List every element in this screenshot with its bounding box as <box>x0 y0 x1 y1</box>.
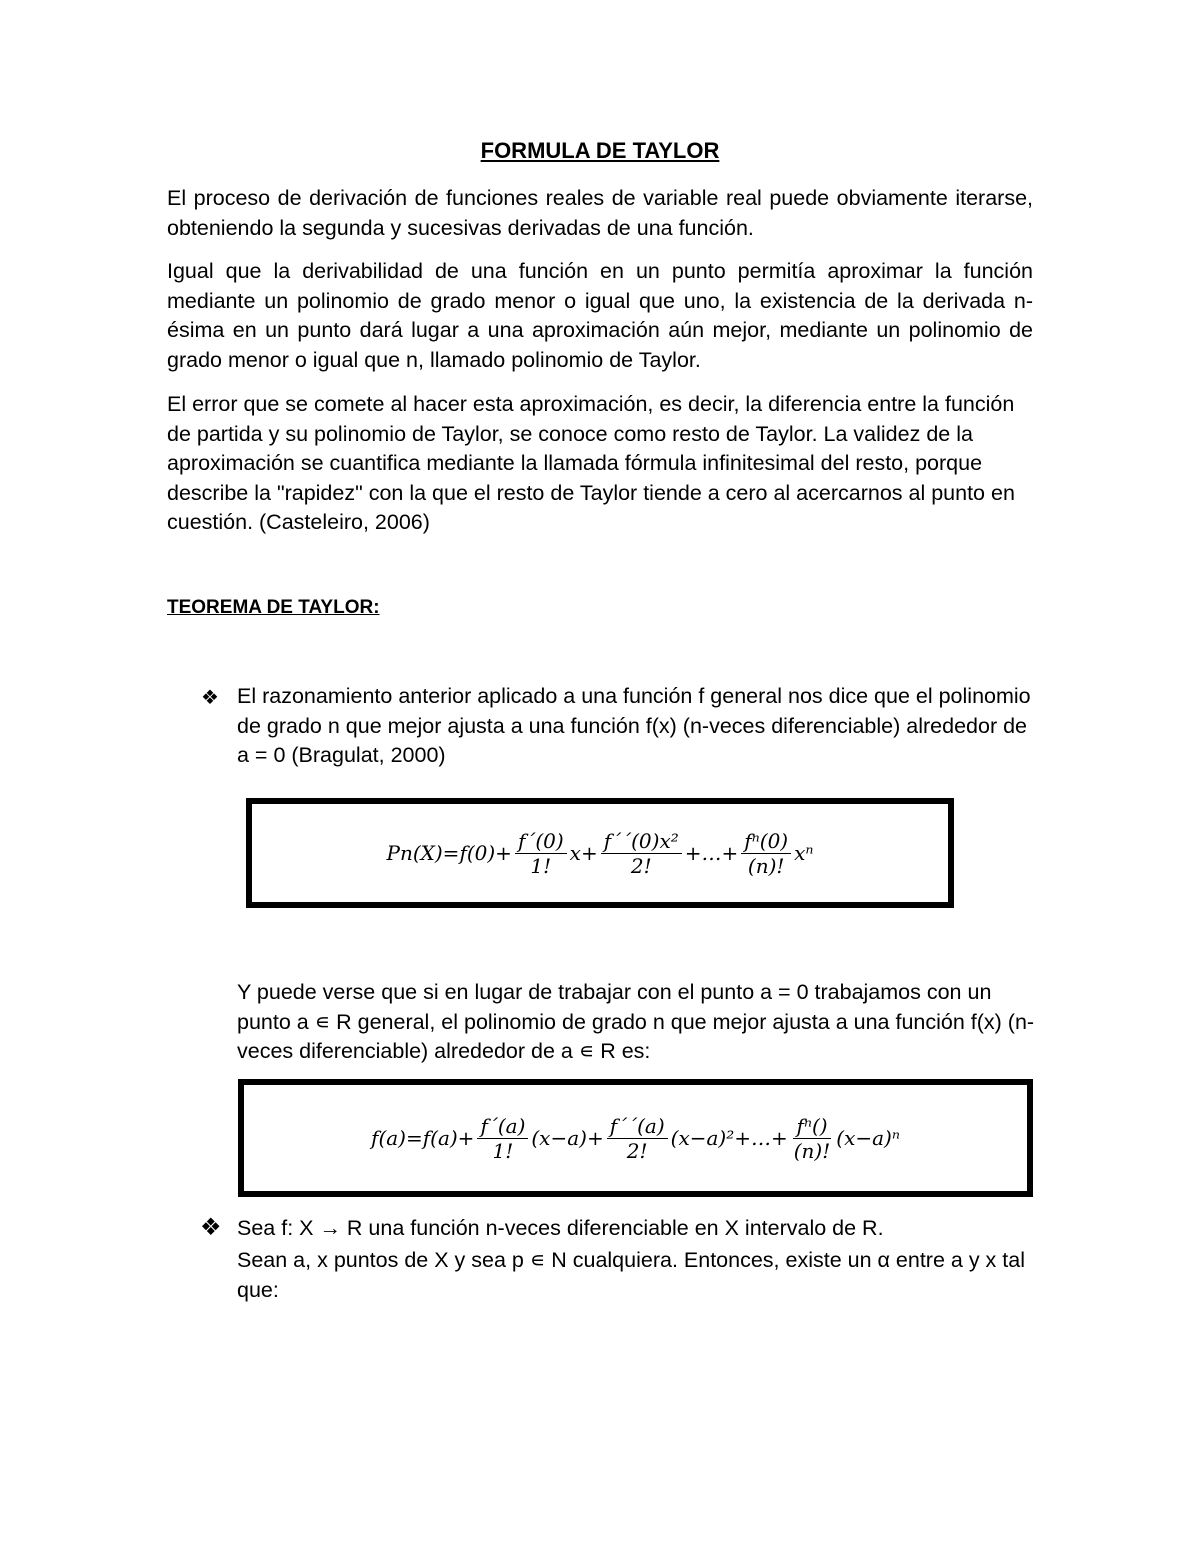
formula-box-2 <box>238 1079 1033 1197</box>
formula-box-1 <box>246 798 954 908</box>
paragraph-error: El error que se comete al hacer esta aproximación, es decir, la diferencia entre la función de partida y su polinomio de Taylor, se conoce como resto de Taylor. La validez de la aproximación se cuantifica mediante la llamada fórmula infinitesimal del resto, porque describe la "rapidez" con la que el resto de Taylor tiende a cero al acercarnos al punto en cuestión. (Casteleiro, 2006) <box>167 392 1015 534</box>
formula-2-ellipsis: (x−a)²+…+ <box>670 1126 788 1150</box>
formula-1-ellipsis: +…+ <box>684 841 739 865</box>
taylor-formula-at-a <box>370 1115 901 1162</box>
theorem-heading: TEOREMA DE TAYLOR: <box>167 597 380 618</box>
formula-1-term-1 <box>515 830 567 877</box>
formula-1-term-1-numerator: f´(0) <box>515 830 567 854</box>
formula-1-term-n-factor: xⁿ <box>794 841 814 865</box>
formula-2-term-2-numerator: f´´(a) <box>607 1115 668 1139</box>
formula-1-lhs: Pn(X)=f(0)+ <box>386 841 512 865</box>
formula-2-term-1-numerator: f´(a) <box>477 1115 528 1139</box>
formula-1-term-2 <box>601 830 682 877</box>
formula-1-term-2-denominator: 2! <box>630 853 652 878</box>
formula-2-term-1 <box>477 1115 528 1162</box>
paragraph-derivability: Igual que la derivabilidad de una función en un punto permitía aproximar la función mediante un polinomio de grado menor o igual que uno, la existencia de la derivada n-ésima en un punto dará lugar a una aproximación aún mejor, mediante un polinomio de grado menor o igual que n, llamado polinomio de Taylor. <box>167 259 1033 372</box>
paragraph-general-point: Y puede verse que si en lugar de trabajar con el punto a = 0 trabajamos con un punto a ∊ R general, el polinomio de grado n que mejor ajusta a una función f(x) (n-veces diferenciable) alrededor de a ∊ R es: <box>237 980 1035 1063</box>
paragraph-intro: El proceso de derivación de funciones reales de variable real puede obviamente iterarse, obteniendo la segunda y sucesivas derivadas de una función. <box>167 186 1033 240</box>
formula-2-term-2-denominator: 2! <box>626 1138 648 1163</box>
formula-2-term-n-factor: (x−a)ⁿ <box>836 1126 900 1150</box>
bullet-text-1: El razonamiento anterior aplicado a una función f general nos dice que el polinomio de grado n que mejor ajusta a una función f(x) (n-veces diferenciable) alrededor de a = 0 (Bragulat, 2000) <box>237 684 1031 767</box>
formula-1-term-n-denominator: (n)! <box>747 853 785 878</box>
taylor-formula-at-zero <box>386 830 815 877</box>
formula-2-term-1-denominator: 1! <box>492 1138 514 1163</box>
formula-2-lhs: f(a)=f(a)+ <box>371 1126 475 1150</box>
formula-1-term-1-factor: x+ <box>569 841 598 865</box>
formula-2-term-2 <box>607 1115 668 1162</box>
formula-2-term-n-numerator: fⁿ() <box>793 1115 830 1139</box>
formula-2-term-n-denominator: (n)! <box>793 1138 831 1163</box>
formula-1-term-2-numerator: f´´(0)x² <box>601 830 682 854</box>
bullet-text-2-line-2: Sean a, x puntos de X y sea p ∊ N cualquiera. Entonces, existe un α entre a y x tal que: <box>237 1248 1025 1302</box>
formula-1-term-n <box>741 830 791 877</box>
formula-1-term-1-denominator: 1! <box>530 853 552 878</box>
page-title: FORMULA DE TAYLOR <box>480 138 720 163</box>
bullet-text-2-line-1: Sea f: X → R una función n-veces diferenciable en X intervalo de R. <box>237 1216 884 1240</box>
formula-1-term-n-numerator: fⁿ(0) <box>741 830 791 854</box>
diamond-bullet-icon: ❖ <box>201 687 219 709</box>
formula-2-term-n <box>791 1115 834 1162</box>
formula-2-term-1-factor: (x−a)+ <box>531 1126 604 1150</box>
diamond-bullet-icon: ❖ <box>200 1214 222 1241</box>
